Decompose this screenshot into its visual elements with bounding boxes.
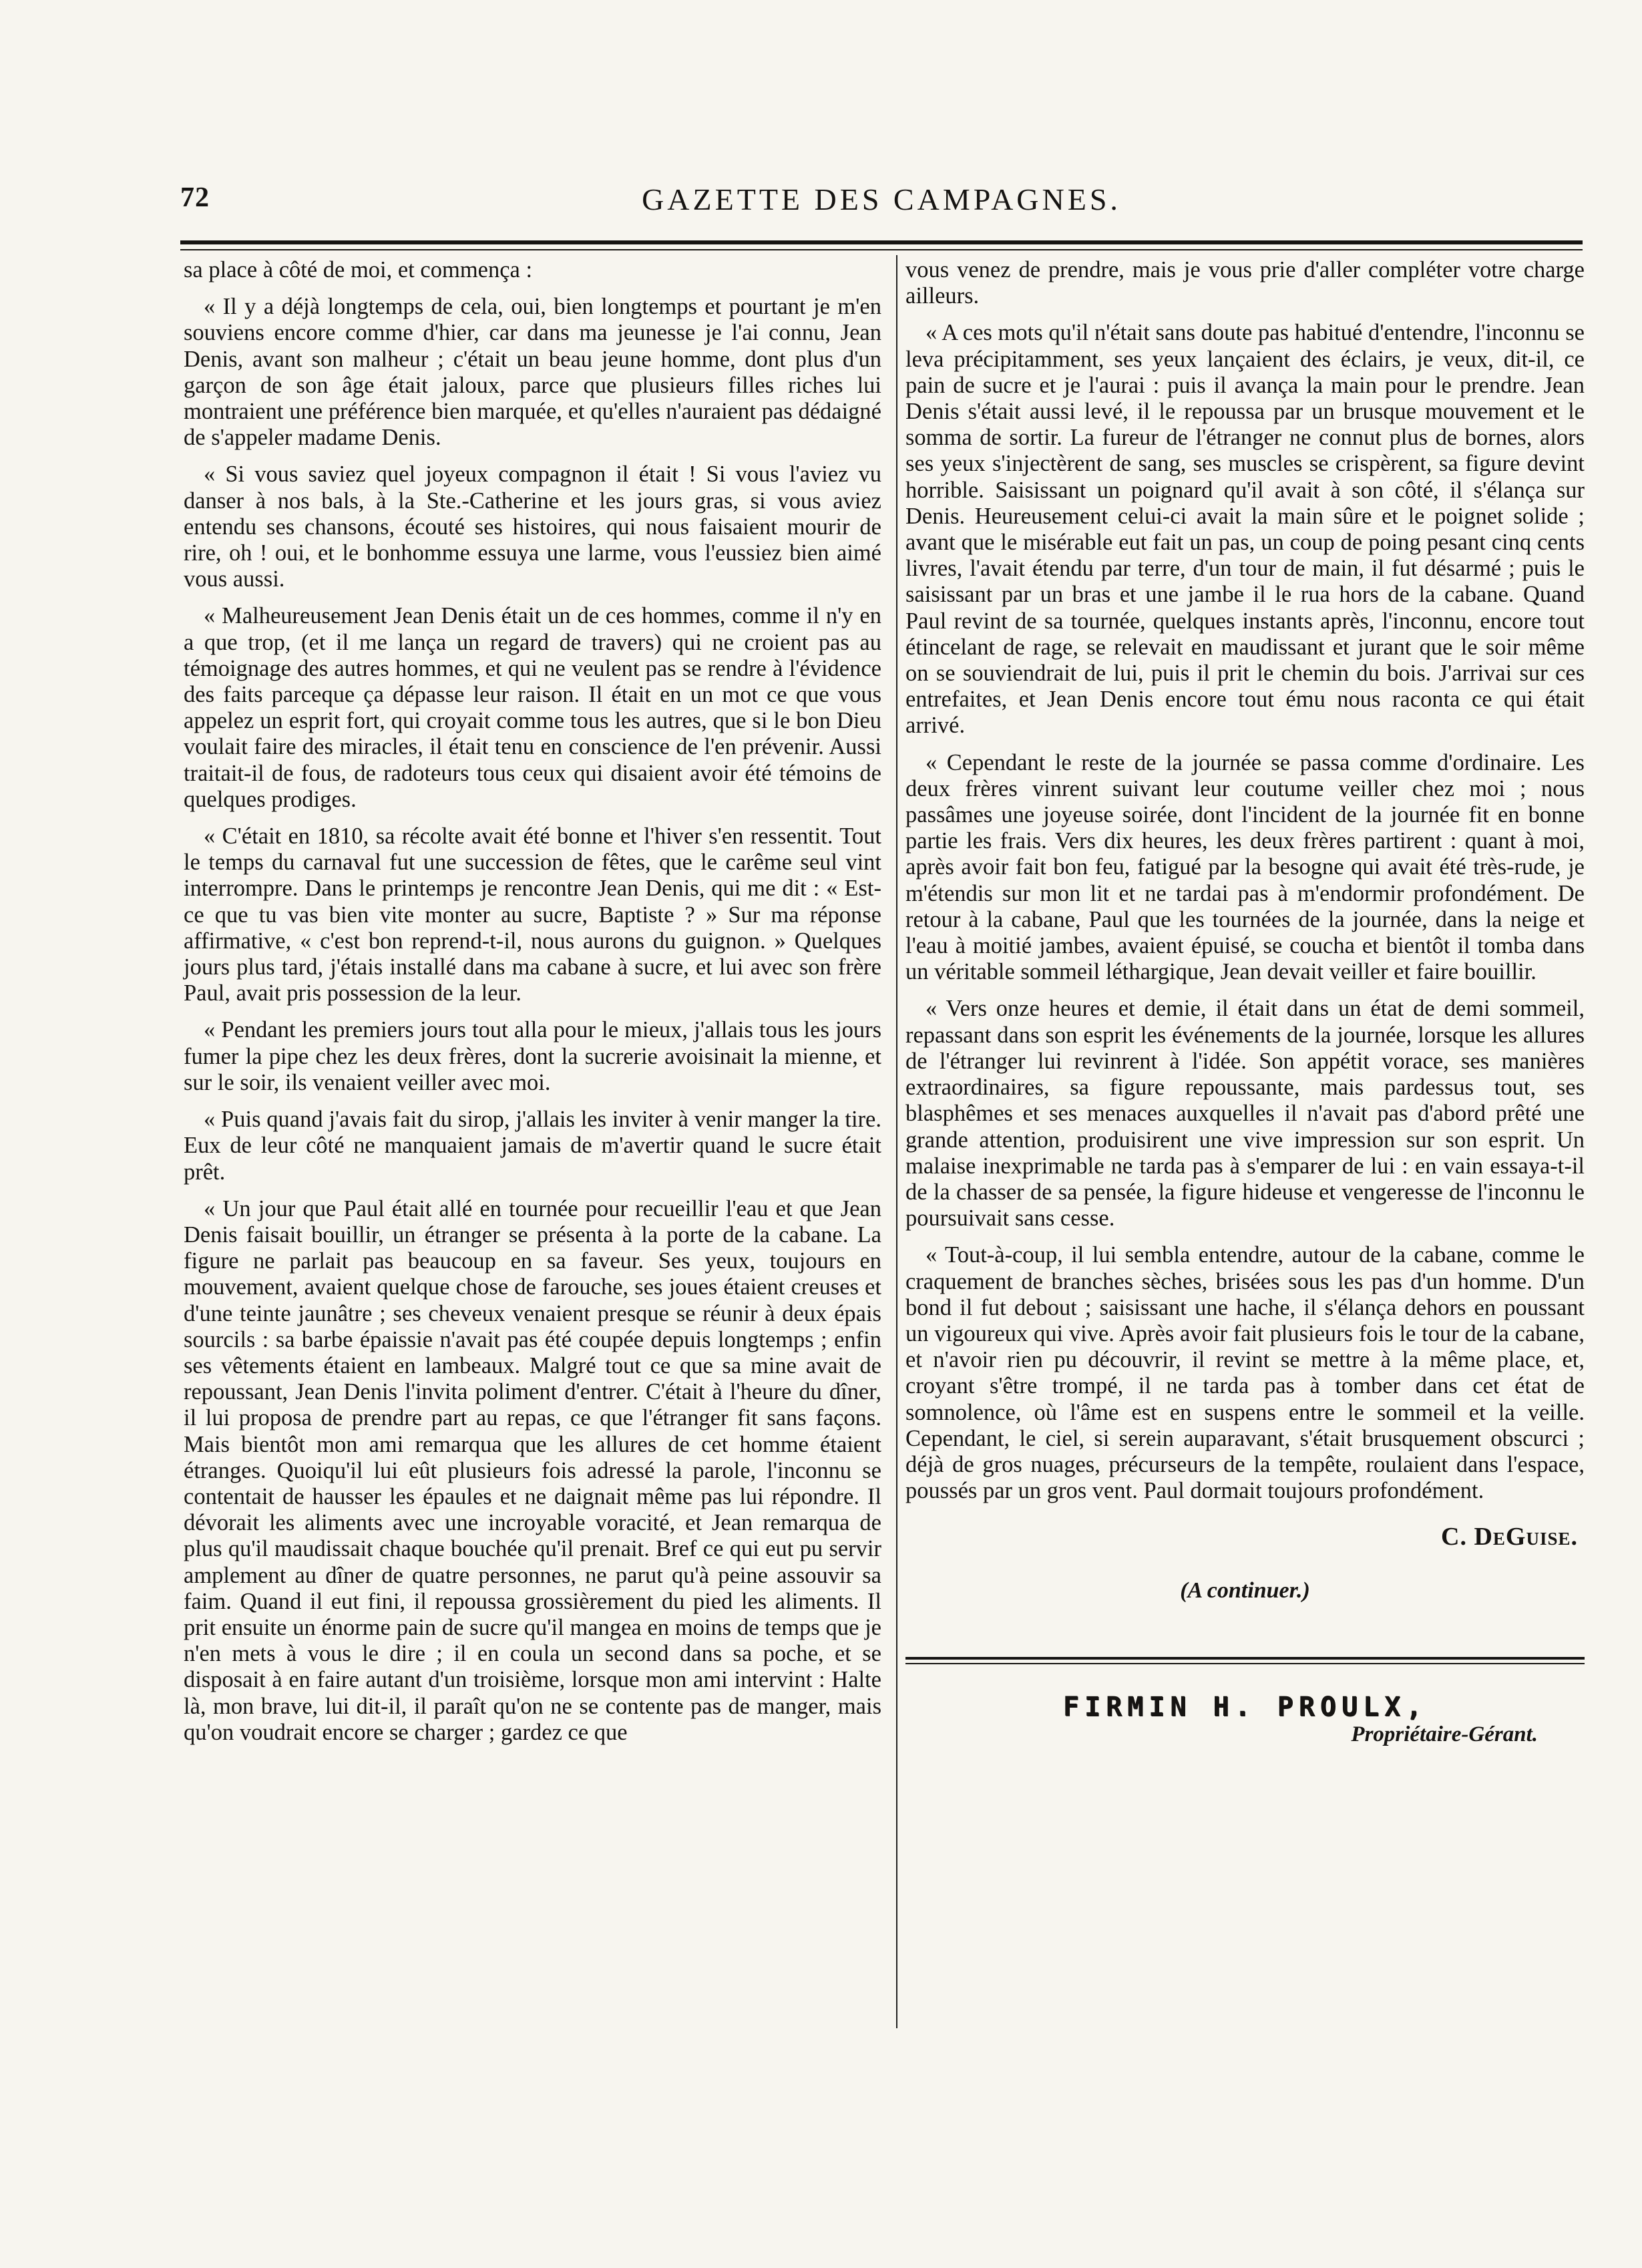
left-column xyxy=(184,257,881,1756)
column-divider xyxy=(896,255,897,2028)
paragraph: « Tout-à-coup, il lui sembla entendre, autour de la cabane, comme le craquement de branches sèches, brisées sous les pas d'un homme. D'un bond il fut debout ; saisissant une hache, il s'élança dehors en poussant un vigoureux qui vive. Après avoir fait plusieurs fois le tour de la cabane, et n'avoir rien pu découvrir, il revint se mettre à la même place, et, croyant s'être trompé, il ne tarda pas à tomber dans cet état de somnolence, où l'âme est en suspens entre le sommeil et la veille. Cependant, le ciel, si serein auparavant, s'était brusquement obscurci ; déjà de gros nuages, précurseurs de la tempête, roulaient dans l'espace, poussés par un gros vent. Paul dormait toujours profondément. xyxy=(905,1242,1585,1504)
paragraph: vous venez de prendre, mais je vous prie d'aller compléter votre charge ailleurs. xyxy=(905,257,1585,309)
paragraph: « Si vous saviez quel joyeux compagnon il était ! Si vous l'aviez vu danser à nos bals, à la Ste.-Catherine et les jours gras, si vous aviez entendu ses chansons, écouté ses histoires, qui nous faisaient mourir de rire, oh ! oui, et le bonhomme essuya une larme, vous l'eussiez bien aimé vous aussi. xyxy=(184,461,881,592)
paragraph: « Vers onze heures et demie, il était dans un état de demi sommeil, repassant dans son esprit les événements de la journée, lorsque les allures de l'étranger lui revinrent à l'idée. Son appétit vorace, ses manières extraordinaires, sa figure repoussante, mais pardessus tout, ses blasphêmes et ses menaces auxquelles il n'avait pas d'abord prêté une grande attention, produisirent une vive impression sur son esprit. Un malaise inexprimable ne tarda pas à s'emparer de lui : en vain essaya-t-il de la chasser de sa pensée, la figure hideuse et vengeresse de l'inconnu le poursuivait sans cesse. xyxy=(905,996,1585,1232)
paragraph: « A ces mots qu'il n'était sans doute pas habitué d'entendre, l'inconnu se leva précipitamment, ses yeux lançaient des éclairs, je veux, dit-il, ce pain de sucre et je l'aurai : puis il avança la main pour le prendre. Jean Denis s'était aussi levé, il le repoussa par un brusque mouvement et le somma de sortir. La fureur de l'étranger ne connut plus de bornes, alors ses yeux s'injectèrent de sang, ses muscles se crispèrent, sa figure devint horrible. Saisissant un poignard qu'il avait à son côté, il s'élança sur Denis. Heureusement celui-ci avait la main sûre et le poignet solide ; avant que le misérable eut fait un pas, un coup de poing pesant cinq cents livres, l'avait étendu par terre, d'un tour de main, il fut désarmé ; puis le saisissant par un bras et une jambe il le rua hors de la cabane. Quand Paul revint de sa tournée, quelques instants après, l'inconnu, encore tout étincelant de rage, se relevait en maudissant et jurant que le soir même on se souviendrait de lui, puis il prit le chemin du bois. J'arrivai sur ces entrefaites, et Jean Denis encore tout ému nous raconta ce qui était arrivé. xyxy=(905,320,1585,739)
right-column xyxy=(905,257,1585,1748)
paragraph: « Cependant le reste de la journée se passa comme d'ordinaire. Les deux frères vinrent suivant leur coutume veiller chez moi ; nous passâmes une joyeuse soirée, dont l'incident de la journée fit en bonne partie les frais. Vers dix heures, les deux frères partirent : quant à moi, après avoir fait bon feu, fatigué par la besogne qui avait été très-rude, je m'étendis sur mon lit et ne tardai pas à m'endormir profondément. De retour à la cabane, Paul que les tournées de la journée, dans la neige et l'eau à moitié jambes, avaient épuisé, se coucha et bientôt il tomba dans un véritable sommeil léthargique, Jean devait veiller et faire bouillir. xyxy=(905,749,1585,985)
header-rule xyxy=(180,240,1583,244)
continuation-note: (A continuer.) xyxy=(1180,1577,1310,1603)
header-rule-thin xyxy=(180,249,1583,250)
proprietor-name: FIRMIN H. PROULX, xyxy=(1062,1691,1428,1722)
paragraph: « Puis quand j'avais fait du sirop, j'allais les inviter à venir manger la tire. Eux de leur côté ne manquaient jamais de m'avertir quand le sucre était prêt. xyxy=(184,1107,881,1185)
paragraph: « Il y a déjà longtemps de cela, oui, bien longtemps et pourtant je m'en souviens encore comme d'hier, car dans ma jeunesse je l'ai connu, Jean Denis, avant son malheur ; c'était un beau jeune homme, dont plus d'un garçon de son âge était jaloux, parce que plusieurs filles riches lui montraient une préférence bien marquée, et qu'elles n'auraient pas dédaigné de s'appeler madame Denis. xyxy=(184,294,881,451)
page-number: 72 xyxy=(180,182,210,213)
author-signature: C. DeGuise. xyxy=(1441,1523,1578,1551)
paragraph: « C'était en 1810, sa récolte avait été bonne et l'hiver s'en ressentit. Tout le temps du carnaval fut une succession de fêtes, que le carême seul vint interrompre. Dans le printemps je rencontre Jean Denis, qui me dit : « Est-ce que tu vas bien vite monter au sucre, Baptiste ? » Sur ma réponse affirmative, « c'est bon reprend-t-il, nous aurons du guignon. » Quelques jours plus tard, j'étais installé dans ma cabane à sucre, et lui avec son frère Paul, avait pris possession de la leur. xyxy=(184,823,881,1006)
paragraph: « Malheureusement Jean Denis était un de ces hommes, comme il n'y en a que trop, (et il me lança un regard de travers) qui ne croient pas au témoignage des autres hommes, et qui ne veulent pas se rendre à l'évidence des faits parceque ça dépasse leur raison. Il était en un mot ce que vous appelez un esprit fort, qui croyait comme tous les autres, que si le bon Dieu voulait faire des miracles, il était tenu en conscience de l'en prévenir. Aussi traitait-il de fous, de radoteurs tous ceux qui disaient avoir été témoins de quelques prodiges. xyxy=(184,603,881,812)
proprietor-title: Propriétaire-Gérant. xyxy=(1351,1722,1538,1746)
footer-rule-thin xyxy=(905,1663,1585,1664)
paragraph: sa place à côté de moi, et commença : xyxy=(184,257,533,282)
paragraph: « Un jour que Paul était allé en tournée pour recueillir l'eau et que Jean Denis faisait bouillir, un étranger se présenta à la porte de la cabane. La figure ne parlait pas beaucoup en sa faveur. Ses yeux, toujours en mouvement, avaient quelque chose de farouche, ses joues étaient creuses et d'une teinte jaunâtre ; ses cheveux venaient presque se réunir à deux épais sourcils : sa barbe épaissie n'avait pas été coupée depuis longtemps ; enfin ses vêtements étaient en lambeaux. Malgré tout ce que sa mine avait de repoussant, Jean Denis l'invita poliment d'entrer. C'était à l'heure du dîner, il lui proposa de prendre part au repas, ce que l'étranger fit sans façons. Mais bientôt mon ami remarqua que les allures de cet homme étaient étranges. Quoiqu'il lui eût plusieurs fois adressé la parole, l'inconnu se contentait de hausser les épaules et ne daignait même pas lui répondre. Il dévorait les aliments avec une incroyable voracité, et Jean remarqua de plus qu'il maudissait chaque bouchée qu'il prenait. Bref ce qui eut pu servir amplement au dîner de quatre personnes, ne parut qu'à peine assouvir sa faim. Quand il eut fini, il repoussa grossièrement du pied les aliments. Il prit ensuite un énorme pain de sucre qu'il mangea en moins de temps que je n'en mets à vous le dire ; il en coula un second dans sa poche, et se disposait à en faire autant d'un troisième, lorsque mon ami intervint : Halte là, mon brave, lui dit-il, il paraît qu'on ne se contente pas de manger, mais qu'on voudrait encore se charger ; gardez ce que xyxy=(184,1195,881,1745)
footer-rule xyxy=(905,1657,1585,1660)
page-header xyxy=(180,182,1583,228)
paragraph: « Pendant les premiers jours tout alla pour le mieux, j'allais tous les jours fumer la pipe chez les deux frères, dont la sucrerie avoisinait la mienne, et sur le soir, ils venaient veiller avec moi. xyxy=(184,1017,881,1095)
journal-title: GAZETTE DES CAMPAGNES. xyxy=(642,182,1121,216)
